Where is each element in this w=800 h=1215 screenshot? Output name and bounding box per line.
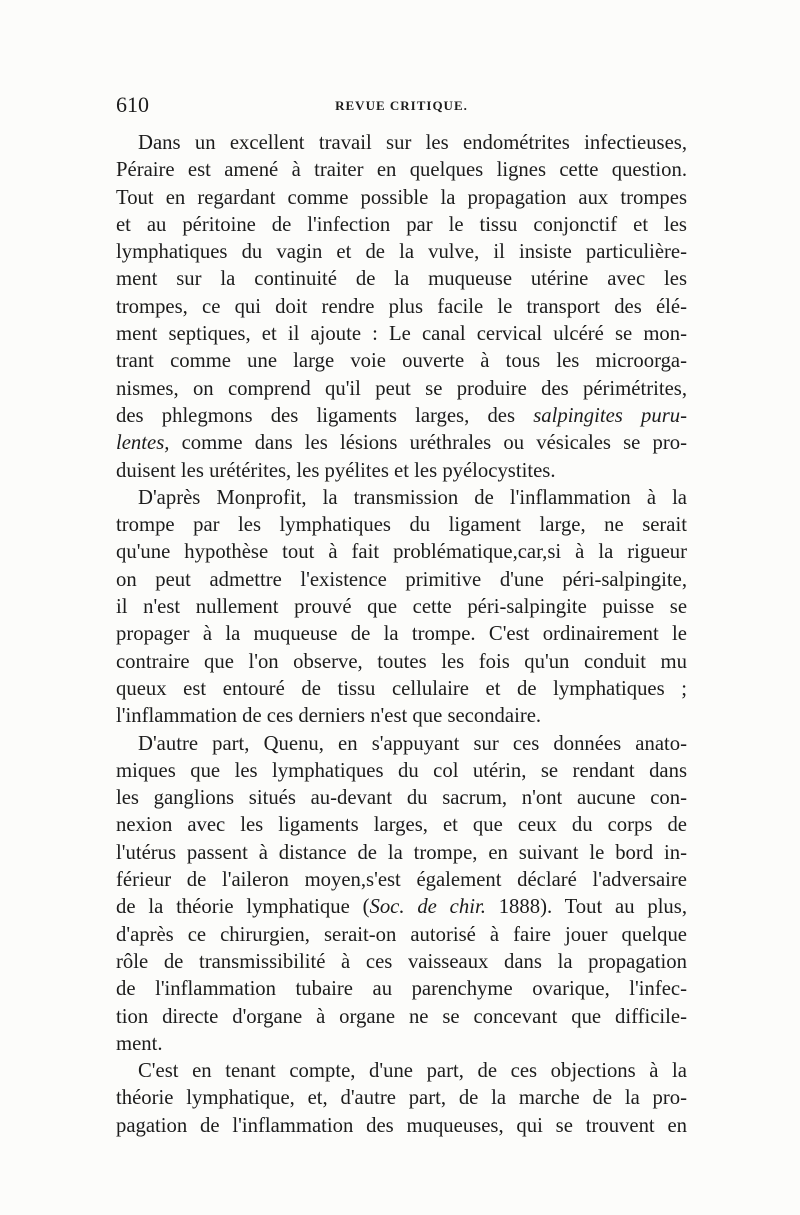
text-line: nexion avec les ligaments larges, et que ceux du corps de — [116, 814, 687, 837]
text-line: duisent les urétérites, les pyélites et les pyélocystites. — [116, 459, 556, 482]
text-line: rôle de transmissibilité à ces vaisseaux dans la propagation — [116, 950, 687, 973]
text-line: théorie lymphatique, et, d'autre part, de la marche de la pro- — [116, 1087, 687, 1110]
text-line: queux est entouré de tissu cellulaire et de lymphatiques ; — [116, 677, 687, 700]
text-line: C'est en tenant compte, d'une part, de ces objections à la — [138, 1060, 687, 1083]
text-line: l'inflammation de ces derniers n'est que secondaire. — [116, 705, 542, 728]
italic-citation: Soc. de chir. — [369, 896, 486, 919]
text-line: d'après ce chirurgien, serait-on autorisé à faire jouer quelque — [116, 923, 687, 946]
text-line: Dans un excellent travail sur les endométrites infectieuses, — [138, 132, 687, 154]
page-header — [116, 92, 687, 122]
text-line: trompe par les lymphatiques du ligament large, ne serait — [116, 514, 687, 537]
italic-term: salpingites puru- — [533, 404, 687, 427]
text-line: férieur de l'aileron moyen,s'est également déclaré l'adversaire — [116, 869, 687, 892]
text-segment: de la théorie lymphatique ( — [116, 896, 370, 919]
text-line: on peut admettre l'existence primitive d'une péri-salpingite, — [116, 568, 687, 591]
text-segment: des phlegmons des ligaments larges, des — [116, 404, 534, 427]
text-line: miques que les lymphatiques du col utérin, se rendant dans — [116, 759, 687, 782]
text-segment: 1888). Tout au plus, — [485, 896, 688, 919]
text-line: ment sur la continuité de la muqueuse utérine avec les — [116, 268, 687, 291]
text-line: trant comme une large voie ouverte à tous les microorga- — [116, 350, 687, 373]
text-line: Tout en regardant comme possible la propagation aux trompes — [116, 186, 687, 209]
text-line: D'après Monprofit, la transmission de l'inflammation à la — [138, 486, 687, 509]
text-line: Péraire est amené à traiter en quelques lignes cette question. — [116, 159, 687, 182]
text-line: et au péritoine de l'infection par le tissu conjonctif et les — [116, 213, 687, 236]
text-line — [116, 430, 687, 457]
italic-term: lentes, — [116, 432, 170, 455]
text-segment: comme dans les lésions uréthrales ou vésicales se pro- — [169, 432, 687, 455]
text-line: qu'une hypothèse tout à fait problématique,car,si à la rigueur — [116, 541, 687, 564]
body-text — [116, 130, 687, 1140]
text-line: contraire que l'on observe, toutes les fois qu'un conduit mu — [116, 650, 687, 673]
text-line: nismes, on comprend qu'il peut se produire des périmétrites, — [116, 377, 687, 400]
text-line: les ganglions situés au-devant du sacrum, n'ont aucune con- — [116, 787, 687, 810]
text-line: l'utérus passent à distance de la trompe, en suivant le bord in- — [116, 841, 687, 864]
text-line — [116, 894, 687, 921]
text-line — [116, 403, 687, 430]
text-line: il n'est nullement prouvé que cette péri-salpingite puisse se — [116, 596, 687, 619]
text-line: ment septiques, et il ajoute : Le canal cervical ulcéré se mon- — [116, 323, 687, 346]
text-line: lymphatiques du vagin et de la vulve, il insiste particulière- — [116, 241, 687, 264]
running-title: REVUE CRITIQUE. — [335, 98, 468, 113]
text-line: pagation de l'inflammation des muqueuses, qui se trouvent en — [116, 1114, 687, 1137]
text-line: propager à la muqueuse de la trompe. C'est ordinairement le — [116, 623, 687, 646]
text-line: D'autre part, Quenu, en s'appuyant sur ces données anato- — [138, 732, 687, 755]
page-number: 610 — [116, 92, 149, 117]
text-line: trompes, ce qui doit rendre plus facile le transport des élé- — [116, 295, 687, 318]
text-line: ment. — [116, 1032, 163, 1055]
text-line: de l'inflammation tubaire au parenchyme ovarique, l'infec- — [116, 978, 687, 1001]
text-line: tion directe d'organe à organe ne se concevant que difficile- — [116, 1005, 687, 1028]
